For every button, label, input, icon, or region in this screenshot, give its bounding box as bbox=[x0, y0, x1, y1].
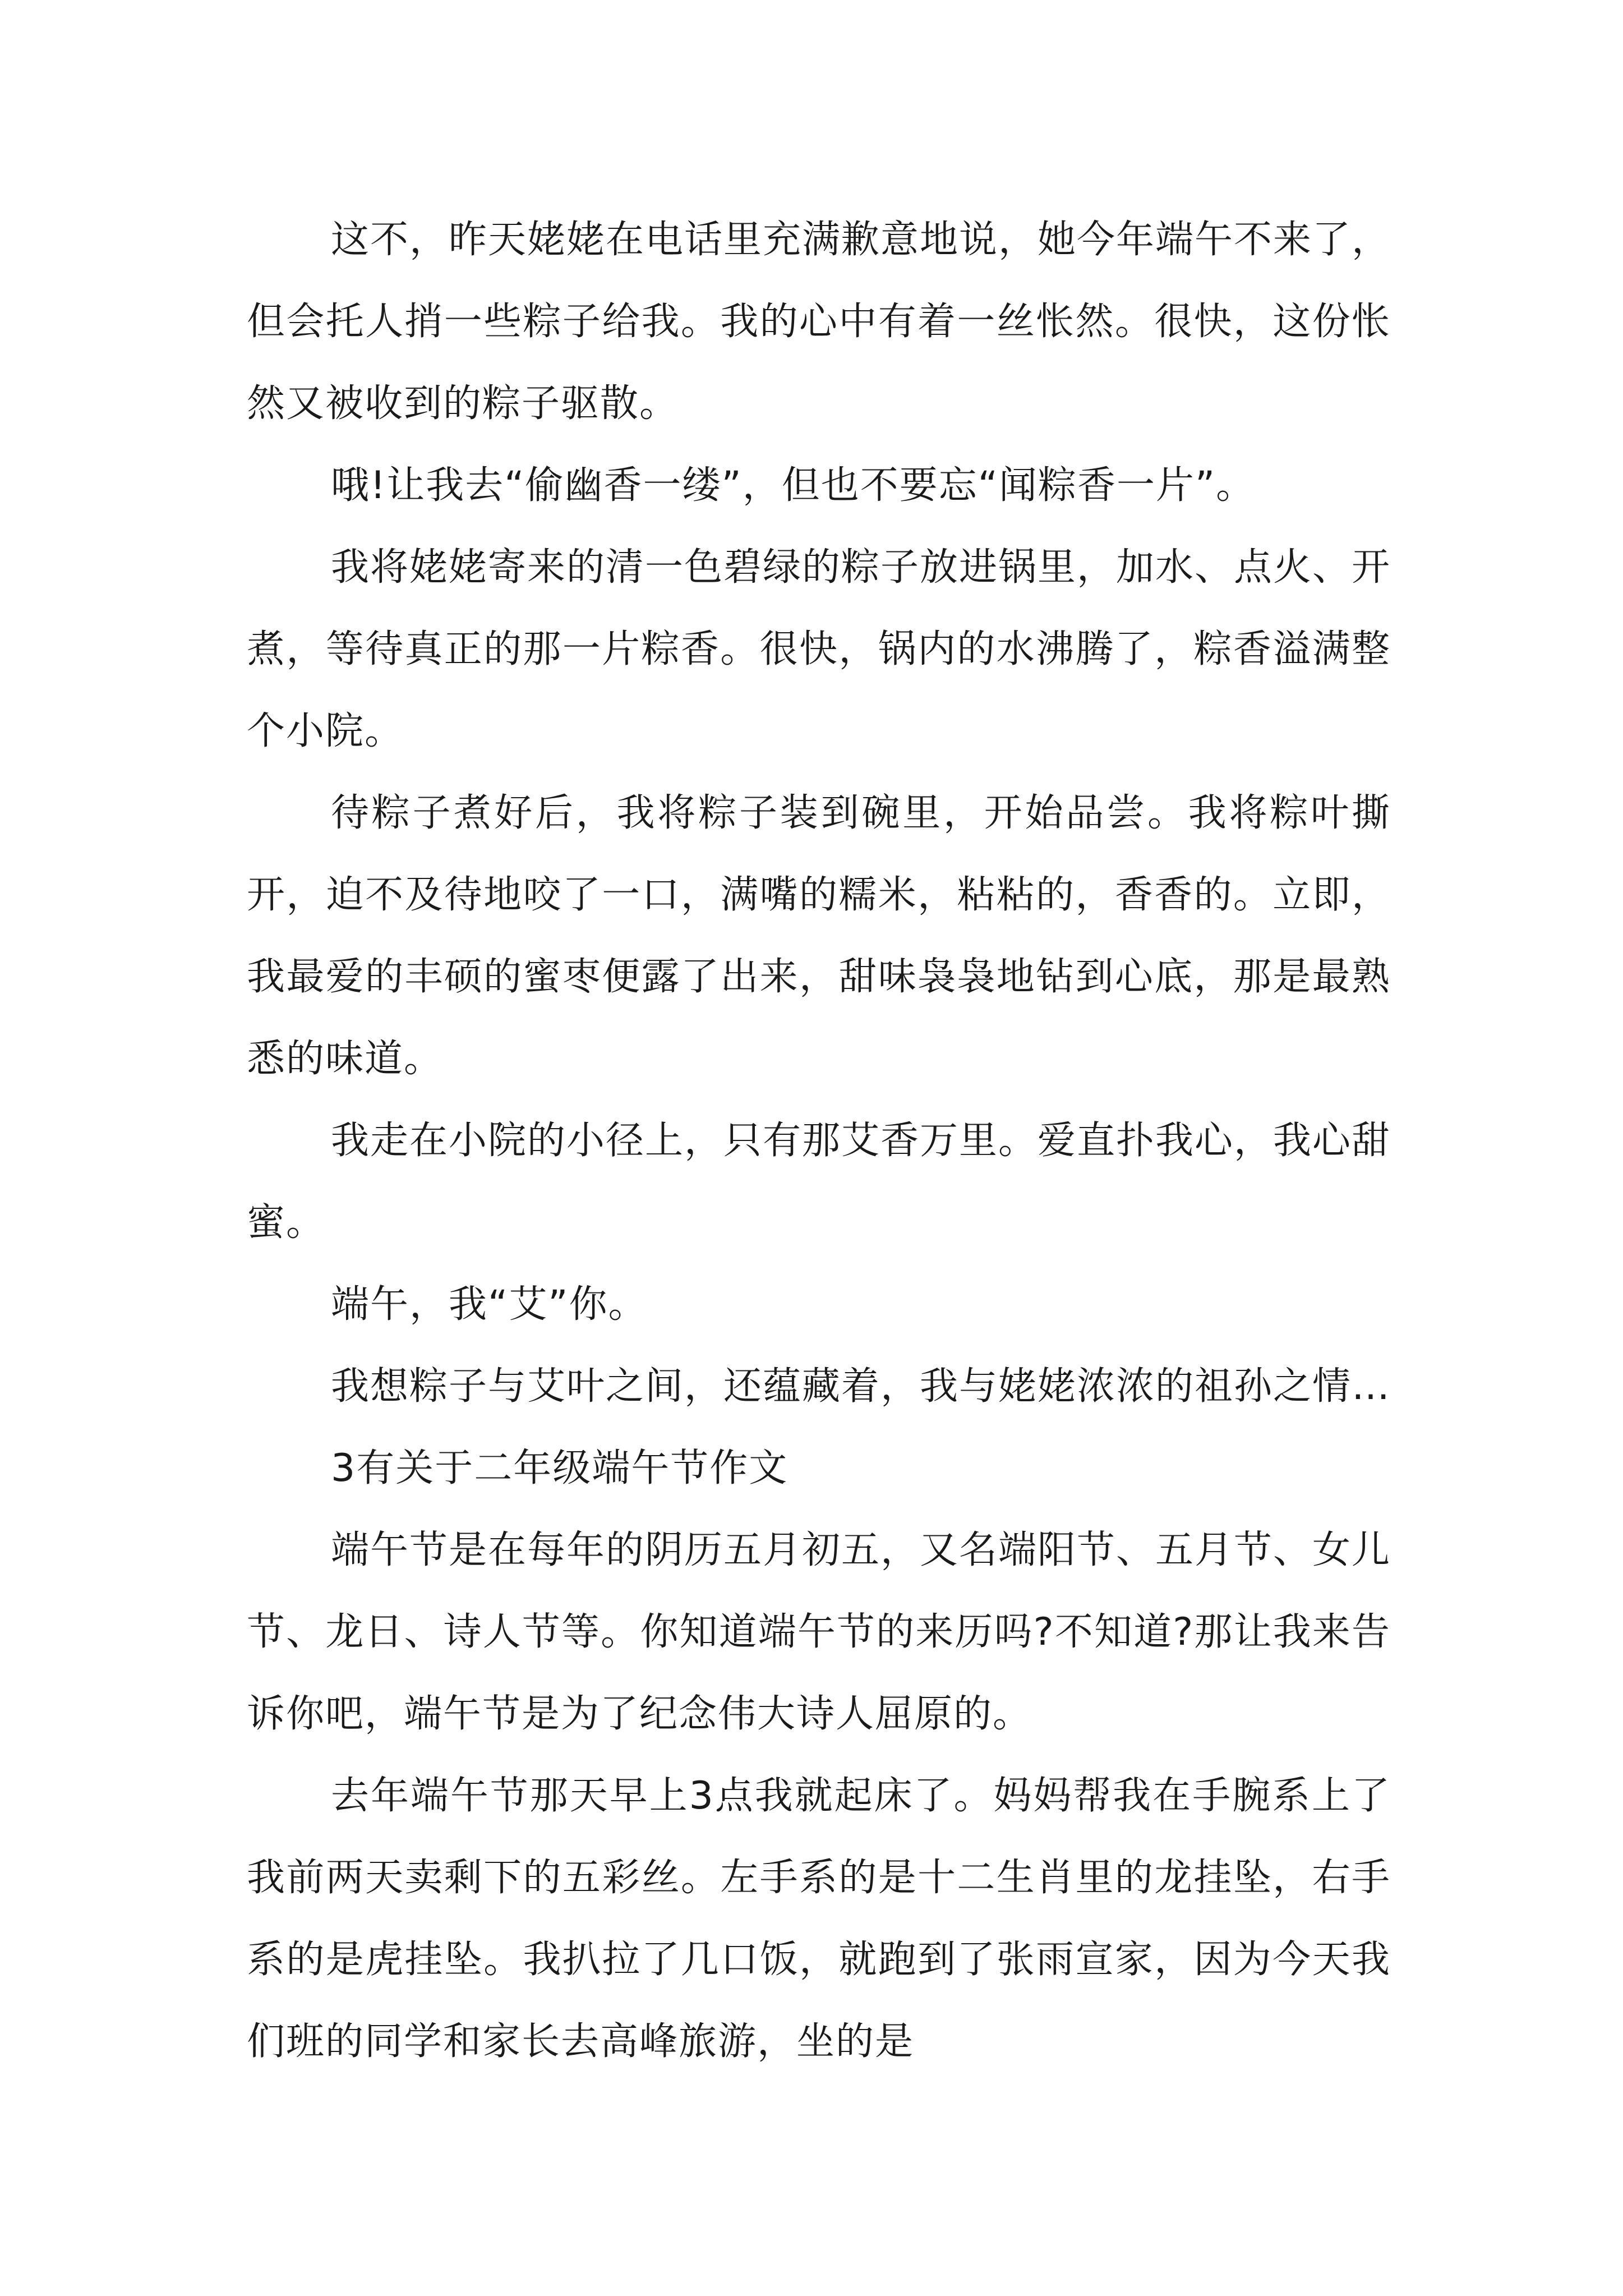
paragraph-6: 端午，我“艾”你。 bbox=[331, 1282, 648, 1327]
paragraph-9: 去年端午节那天早上3点我就起床了。妈妈帮我在手腕系上了我前两天卖剩下的五彩丝。左手系的是十二生肖里的龙挂坠，右手系的是虎挂坠。我扒拉了几口饭，就跑到了张雨宣家，因为今天我们班的同学和家长去高峰旅游，坐的是 bbox=[247, 1774, 1391, 2064]
document-body bbox=[247, 199, 1391, 2083]
section-heading: 3有关于二年级端午节作文 bbox=[331, 1446, 789, 1490]
paragraph-1: 这不，昨天姥姥在电话里充满歉意地说，她今年端午不来了，但会托人捎一些粽子给我。我的心中有着一丝怅然。很快，这份怅然又被收到的粽子驱散。 bbox=[247, 218, 1391, 426]
paragraph-7: 我想粽子与艾叶之间，还蕴藏着，我与姥姥浓浓的祖孙之情… bbox=[331, 1364, 1391, 1409]
paragraph-8: 端午节是在每年的阴历五月初五，又名端阳节、五月节、女儿节、龙日、诗人节等。你知道端午节的来历吗?不知道?那让我来告诉你吧，端午节是为了纪念伟大诗人屈原的。 bbox=[247, 1528, 1391, 1736]
paragraph-3: 我将姥姥寄来的清一色碧绿的粽子放进锅里，加水、点火、开煮，等待真正的那一片粽香。很快，锅内的水沸腾了，粽香溢满整个小院。 bbox=[247, 545, 1391, 753]
paragraph-4: 待粽子煮好后，我将粽子装到碗里，开始品尝。我将粽叶撕开，迫不及待地咬了一口，满嘴的糯米，粘粘的，香香的。立即，我最爱的丰硕的蜜枣便露了出来，甜味袅袅地钻到心底，那是最熟悉的味道。 bbox=[247, 791, 1391, 1081]
paragraph-2: 哦!让我去“偷幽香一缕”，但也不要忘“闻粽香一片”。 bbox=[331, 463, 1256, 508]
paragraph-5: 我走在小院的小径上，只有那艾香万里。爱直扑我心，我心甜蜜。 bbox=[247, 1119, 1391, 1245]
